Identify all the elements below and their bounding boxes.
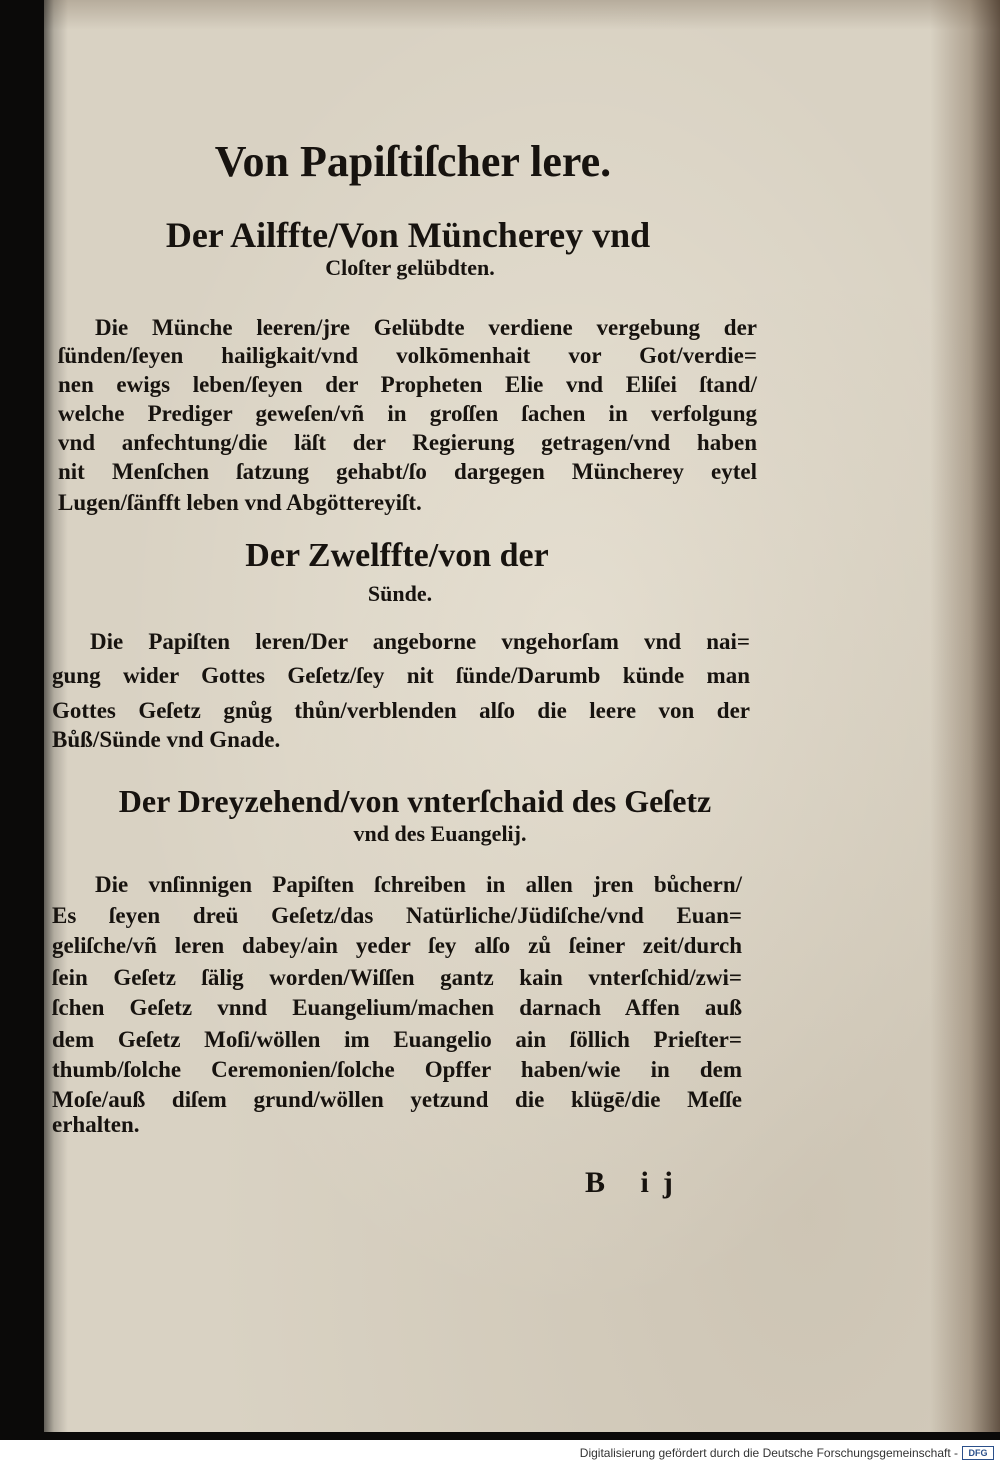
text-line: welche Prediger geweſen/vñ in groſſen ſachen in verfolgung (58, 401, 757, 426)
text-line: ſein Geſetz ſälig worden/Wiſſen gantz kain vnterſchid/zwi= (52, 965, 742, 990)
text-line: Die vnſinnigen Papiſten ſchreiben in allen jren bůchern/ (95, 872, 742, 897)
footer-bar (0, 1440, 1000, 1466)
text-line: gung wider Gottes Geſetz/ſey nit ſünde/Darumb künde man (52, 663, 750, 688)
footer-credit: Digitalisierung gefördert durch die Deutsche Forschungsgemeinschaft - (579, 1446, 958, 1460)
text-line: geliſche/vñ leren dabey/ain yeder ſey alſo zů ſeiner zeit/durch (52, 933, 742, 958)
text-line: vnd anfechtung/die läſt der Regierung getragen/vnd haben (58, 430, 757, 455)
section-heading: Der Ailffte/Von Müncherey vnd (165, 215, 651, 255)
text-line: Lugen/ſänfft leben vnd Abgöttereyiſt. (58, 490, 422, 515)
text-line: nit Menſchen ſatzung gehabt/ſo dargegen Müncherey eytel (58, 459, 757, 484)
section-heading: Der Dreyzehend/von vnterſchaid des Geſetz (118, 783, 712, 819)
text-line: Es ſeyen dreü Geſetz/das Natürliche/Jüdiſche/vnd Euan= (52, 903, 742, 928)
text-line: thumb/ſolche Ceremonien/ſolche Opffer haben/wie in dem (52, 1057, 742, 1082)
text-line: Die Papiſten leren/Der angeborne vngehorſam vnd nai= (90, 629, 750, 654)
signature-mark: B ij (585, 1166, 687, 1199)
dfg-logo: DFG (962, 1446, 994, 1460)
page-title: Von Papiſtiſcher lere. (214, 137, 612, 186)
section-subheading: vnd des Euangelij. (353, 821, 527, 846)
text-line: ſchen Geſetz vnnd Euangelium/machen darnach Affen auß (52, 995, 742, 1020)
text-line: erhalten. (52, 1112, 140, 1137)
section-heading: Der Zwelffte/von der (245, 537, 549, 574)
text-line: ſünden/ſeyen hailigkait/vnd volkōmenhait vor Got/verdie= (58, 343, 757, 368)
text-line: Gottes Geſetz gnůg thůn/verblenden alſo die leere von der (52, 698, 750, 723)
text-line: nen ewigs leben/ſeyen der Propheten Elie vnd Eliſei ſtand/ (58, 372, 757, 397)
text-line: Bůß/Sünde vnd Gnade. (52, 727, 281, 752)
text-line: Die Münche leeren/jre Gelübdte verdiene vergebung der (95, 315, 757, 340)
section-subheading: Cloſter gelübdten. (325, 255, 495, 280)
section-subheading: Sünde. (367, 581, 433, 606)
text-line: Moſe/auß diſem grund/wöllen yetzund die klügē/die Meſſe (52, 1087, 742, 1112)
text-line: dem Geſetz Moſi/wöllen im Euangelio ain ſöllich Prieſter= (52, 1027, 742, 1052)
